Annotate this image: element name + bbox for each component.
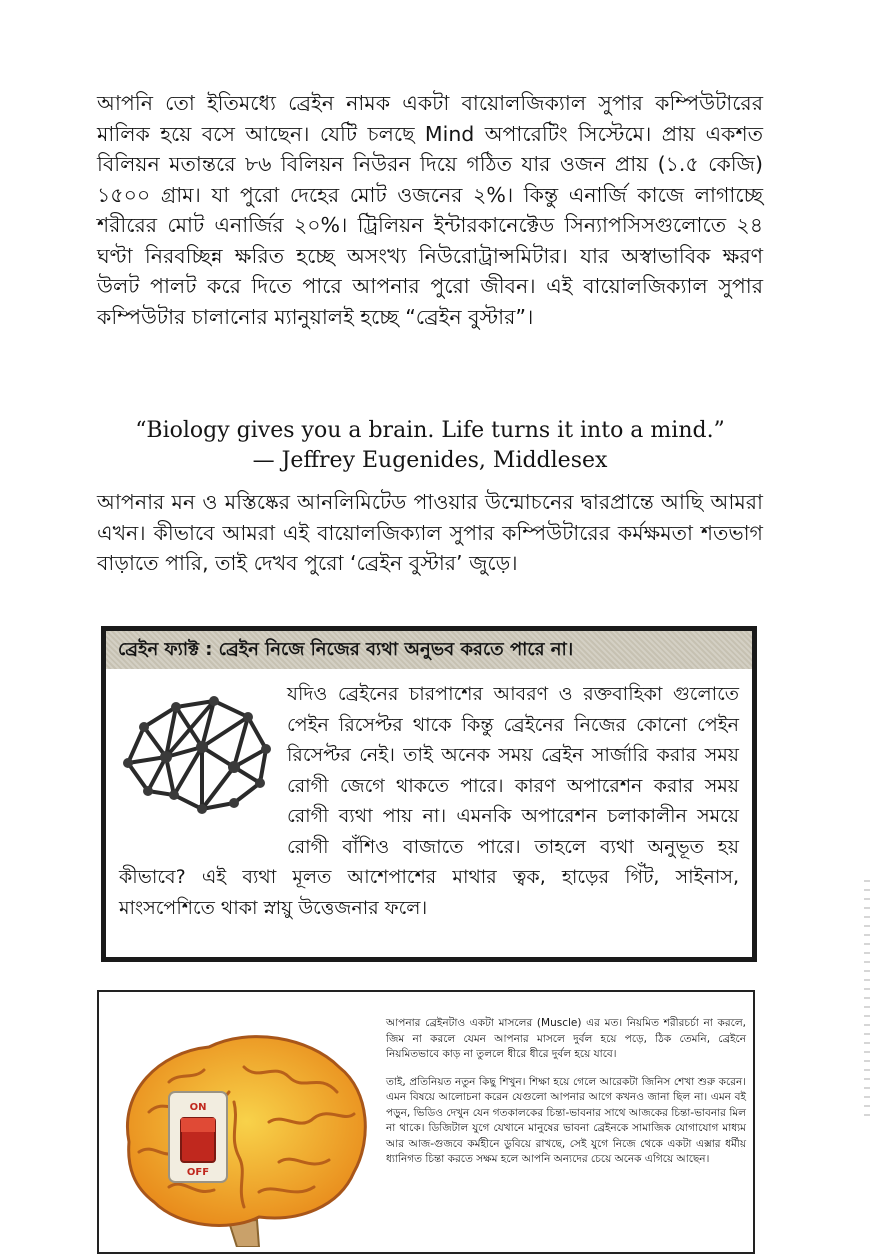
brain-tip-text [386, 1016, 746, 1180]
brain-fact-text: যদিও ব্রেইনের চারপাশের আবরণ ও রক্তবাহিকা গুলোতে পেইন রিসেপ্টর থাকে কিন্তু ব্রেইনের নিজের কোনো পেইন রিসেপ্টর নেই। তাই অনেক সময় ব্রেইন সার্জারি করার সময় রোগী জেগে থাকতে পারে। কারণ অপারেশন করার সময় রোগী ব্যথা পায় না। এমনকি অপারেশন চলাকালীন সময়ে রোগী বাঁশিও বাজাতে পারে। তাহলে ব্যথা অনুভূত হয় কীভাবে? এই ব্যথা মূলত আশেপাশের মাথার ত্বক, হাড়ের গিঁট, সাইনাস, মাংসপেশিতে থাকা স্নায়ু উত্তেজনার ফলে। [119, 683, 739, 919]
quote-text: “Biology gives you a brain. Life turns it into a mind.” [135, 418, 725, 443]
intro-paragraph: আপনি তো ইতিমধ্যে ব্রেইন নামক একটা বায়োলজিক্যাল সুপার কম্পিউটারের মালিক হয়ে বসে আছেন। যেটি চলছে Mind অপারেটিং সিস্টেমে। প্রায় একশত বিলিয়ন মতান্তরে ৮৬ বিলিয়ন নিউরন দিয়ে গঠিত যার ওজন প্রায় (১.৫ কেজি) ১৫০০ গ্রাম। যা পুরো দেহের মোট ওজনের ২%। কিন্তু এনার্জি কাজে লাগাচ্ছে শরীরের মোট এনার্জির ২০%। ট্রিলিয়ন ইন্টারকানেক্টেড সিন্যাপসিসগুলোতে ২৪ ঘণ্টা নিরবচ্ছিন্ন ক্ষরিত হচ্ছে অসংখ্য নিউরোট্রান্সমিটার। যার অস্বাভাবিক ক্ষরণ উলট পালট করে দিতে পারে আপনার পুরো জীবন। এই বায়োলজিক্যাল সুপার কম্পিউটার চালানোর ম্যানুয়ালই হচ্ছে “ব্রেইন বুস্টার”। [97, 91, 763, 329]
brain-fact-box [101, 626, 757, 962]
brain-network-icon [114, 687, 276, 817]
switch-off-label: OFF [186, 1167, 210, 1178]
brain-tip-box [97, 990, 755, 1254]
tip-paragraph-1: আপনার ব্রেইনটাও একটা মাসলের (Muscle) এর মত। নিয়মিত শরীরচর্চা না করলে, জিম না করলে যেমন আপনার মাসলে দুর্বল হয়ে পড়ে, ঠিক তেমনি, ব্রেইনে নিয়মিতভাবে কাড় না তুললে ধীরে ধীরে দুর্বল হয়ে যাবে। [386, 1017, 746, 1060]
second-paragraph: আপনার মন ও মস্তিষ্কের আনলিমিটেড পাওয়ার উন্মোচনের দ্বারপ্রান্তে আছি আমরা এখন। কীভাবে আমরা এই বায়োলজিক্যাল সুপার কম্পিউটারের কর্মক্ষমতা শতভাগ বাড়াতে পারি, তাই দেখব পুরো ‘ব্রেইন বুস্টার’ জুড়ে। [97, 490, 763, 575]
quote-block [97, 416, 763, 476]
tip-paragraph-2: তাই, প্রতিনিয়ত নতুন কিছু শিখুন। শিক্ষা হয়ে গেলে আরেকটা জিনিস শেখা শুরু করেন। এমন বিষয়ে আলোচনা করেন যেগুলো আপনার আগে কখনও জানা ছিল না। এমন বই পড়ুন, ভিডিও দেখুন যেন গতকালকের চিন্তা-ভাবনার সাথে আজকের চিন্তা-ভাবনার মিল না থাকে। ডিজিটাল যুগে যেখানে মানুষের ভাবনা ব্রেইনকে সামাজিক যোগাযোগ মাধ্যম আর আজ-গুজবে কর্মহীনে ডুবিয়ে রাখছে, সেই যুগে নিজে থেকে একটা এক্সার ধর্মীয় ধ্যানিগত চিন্তা করতে সক্ষম হলে আপনি অন্যদের চেয়ে অনেক এগিয়ে আছেন। [386, 1075, 746, 1165]
brain-switch-illustration [109, 1022, 379, 1247]
switch-on-label: ON [189, 1102, 207, 1113]
brain-fact-header: ব্রেইন ফ্যাক্ট : ব্রেইন নিজে নিজের ব্যথা অনুভব করতে পারে না। [106, 631, 752, 669]
page-edge-marks [864, 880, 870, 1120]
quote-attribution: — Jeffrey Eugenides, Middlesex [252, 448, 608, 473]
